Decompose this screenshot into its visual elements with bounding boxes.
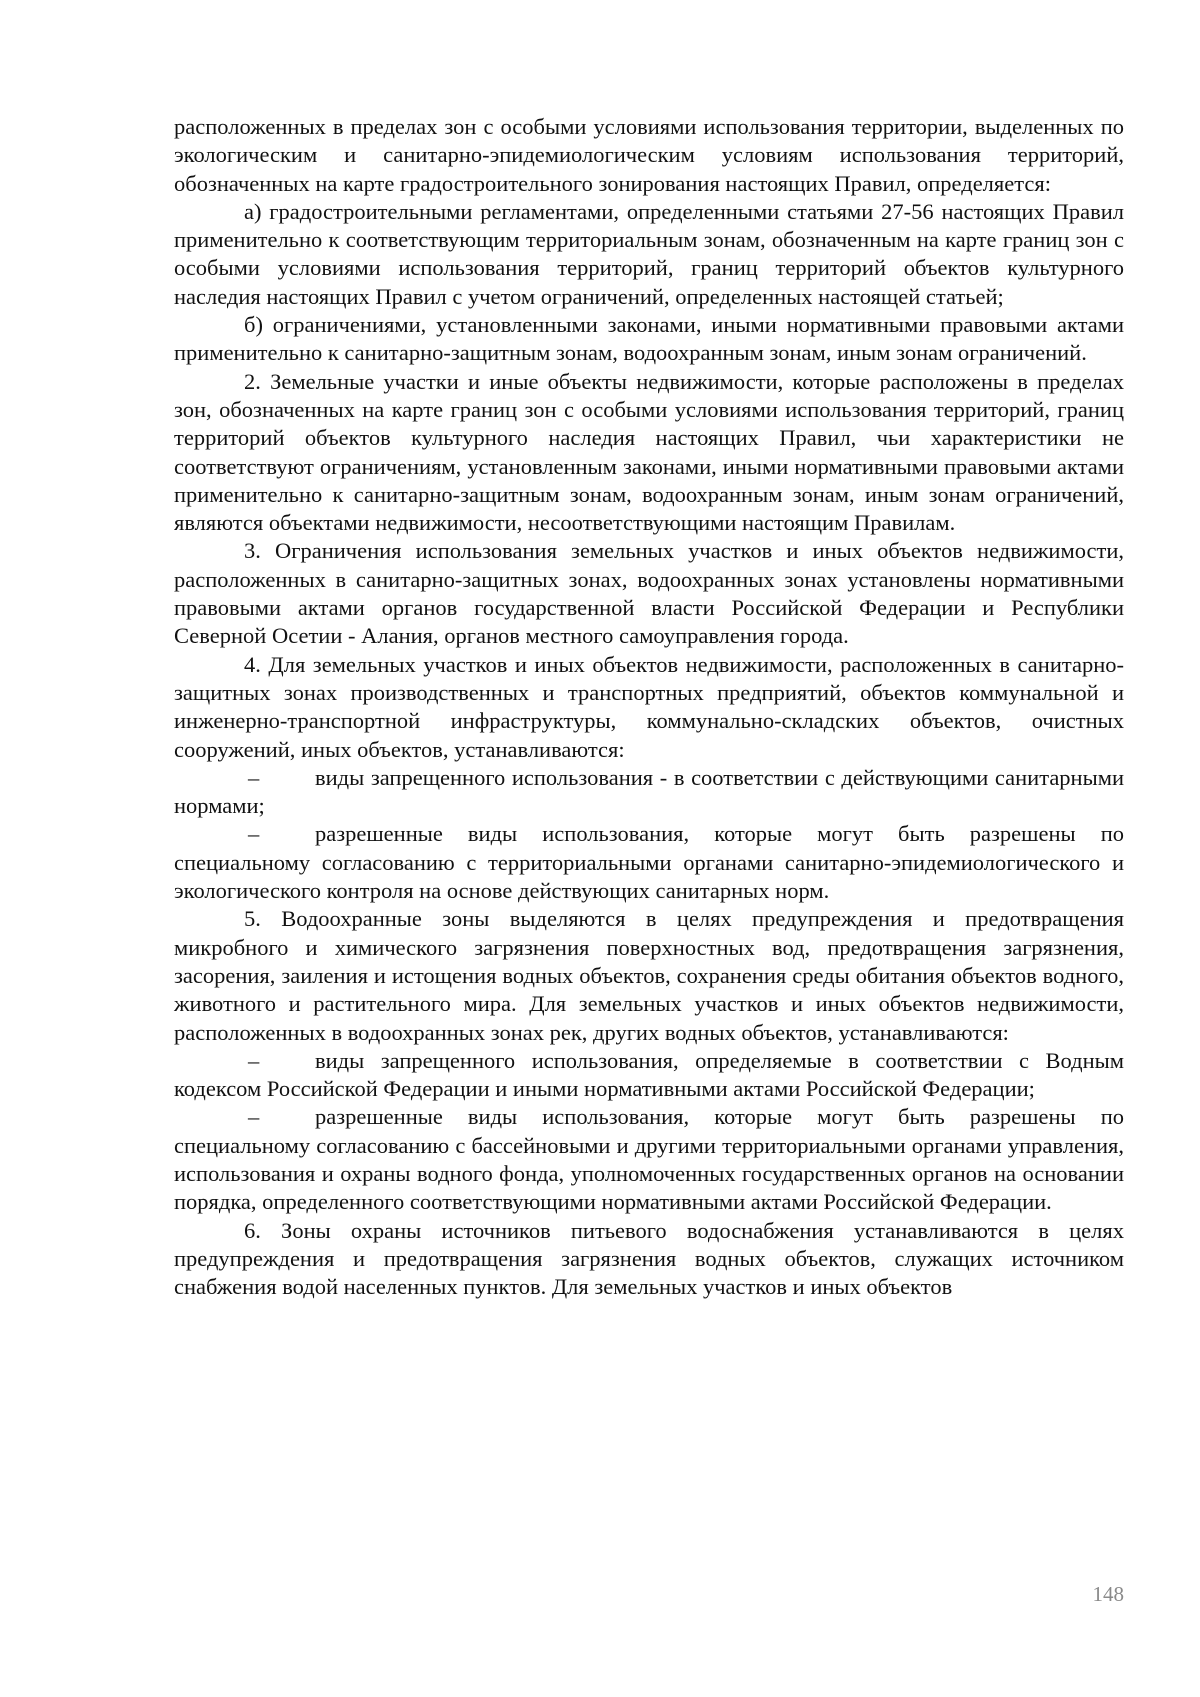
dash-item-text: виды запрещенного использования, определяемые в соответствии с Водным кодексом Российской Федерации и иными нормативными актами Российской Федерации; (174, 1047, 1124, 1102)
dash-item-2 (174, 820, 1124, 905)
dash-item-text: разрешенные виды использования, которые могут быть разрешены по специальному согласованию с бассейновыми и другими территориальными органами управления, использования и охраны водного фонда, уполномоченных государственных органов на основании порядка, определенного соответствующими нормативными актами Российской Федерации. (174, 1104, 1124, 1215)
page-number: 148 (1092, 1582, 1124, 1606)
document-page (174, 113, 1124, 1301)
dash-item-1 (174, 764, 1124, 821)
dash-item-text: разрешенные виды использования, которые могут быть разрешены по специальному согласованию с территориальными органами санитарно-эпидемиологического и экологического контроля на основе действующих санитарных норм. (174, 821, 1124, 904)
dash-item-3 (174, 1047, 1124, 1104)
dash-bullet: – (248, 1047, 260, 1073)
paragraph-5: 5. Водоохранные зоны выделяются в целях предупреждения и предотвращения микробного и химического загрязнения поверхностных вод, предотвращения загрязнения, засорения, заиления и истощения водных объектов, сохранения среды обитания объектов водного, животного и растительного мира. Для земельных участков и иных объектов недвижимости, расположенных в водоохранных зонах рек, других водных объектов, устанавливаются: (174, 906, 1124, 1045)
dash-bullet: – (248, 764, 260, 790)
dash-item-4 (174, 1103, 1124, 1216)
dash-item-text: виды запрещенного использования - в соответствии с действующими санитарными нормами; (174, 764, 1124, 819)
paragraph-4: 4. Для земельных участков и иных объектов недвижимости, расположенных в санитарно-защитных зонах производственных и транспортных предприятий, объектов коммунальной и инженерно-транспортной инфраструктуры, коммунально-складских объектов, очистных сооружений, иных объектов, устанавливаются: (174, 651, 1124, 762)
paragraph-2: 2. Земельные участки и иные объекты недвижимости, которые расположены в пределах зон, обозначенных на карте границ зон с особыми условиями использования территорий, границ территорий объектов культурного наследия настоящих Правил, чьи характеристики не соответствуют ограничениям, установленным законами, иными нормативными правовыми актами применительно к санитарно-защитным зонам, водоохранным зонам, иным зонам ограничений, являются объектами недвижимости, несоответствующими настоящим Правилам. (174, 368, 1124, 536)
paragraph-intro: расположенных в пределах зон с особыми условиями использования территории, выделенных по экологическим и санитарно-эпидемиологическим условиям использования территорий, обозначенных на карте градостроительного зонирования настоящих Правил, определяется: (174, 114, 1124, 196)
paragraph-3: 3. Ограничения использования земельных участков и иных объектов недвижимости, расположенных в санитарно-защитных зонах, водоохранных зонах установлены нормативными правовыми актами органов государственной власти Российской Федерации и Республики Северной Осетии - Алания, органов местного самоуправления города. (174, 538, 1124, 649)
paragraph-item-a: а) градостроительными регламентами, определенными статьями 27-56 настоящих Правил применительно к соответствующим территориальным зонам, обозначенным на карте границ зон с особыми условиями использования территорий, границ территорий объектов культурного наследия настоящих Правил с учетом ограничений, определенных настоящей статьей; (174, 198, 1124, 309)
paragraph-6: 6. Зоны охраны источников питьевого водоснабжения устанавливаются в целях предупреждения и предотвращения загрязнения водных объектов, служащих источником снабжения водой населенных пунктов. Для земельных участков и иных объектов (174, 1217, 1124, 1300)
dash-bullet: – (248, 821, 260, 847)
paragraph-item-b: б) ограничениями, установленными законами, иными нормативными правовыми актами применительно к санитарно-защитным зонам, водоохранным зонам, иным зонам ограничений. (174, 312, 1124, 366)
dash-bullet: – (248, 1104, 260, 1130)
